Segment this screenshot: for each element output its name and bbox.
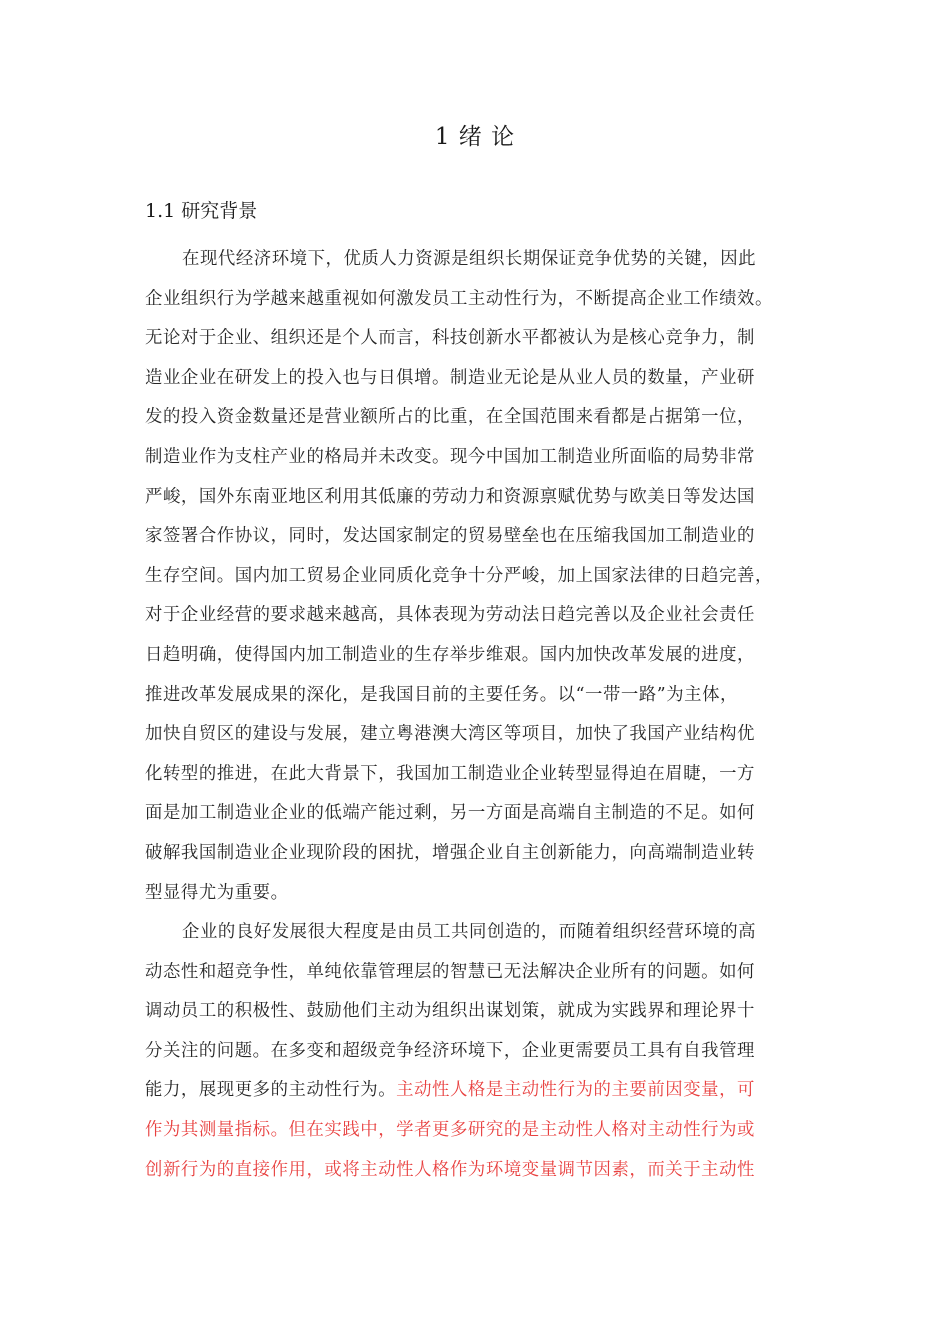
text-segment: 企业的良好发展很大程度是由员工共同创造的，而随着组织经营环境的高 bbox=[182, 922, 757, 943]
text-line bbox=[145, 880, 825, 920]
text-line bbox=[145, 959, 825, 999]
text-segment: 制造业作为支柱产业的格局并未改变。现今中国加工制造业所面临的局势非常 bbox=[145, 446, 755, 467]
text-segment: 无论对于企业、组织还是个人而言，科技创新水平都被认为是核心竞争力，制 bbox=[145, 328, 755, 349]
text-segment: 造业企业在研发上的投入也与日俱增。制造业无论是从业人员的数量，产业研 bbox=[145, 367, 755, 388]
text-line bbox=[145, 1117, 825, 1157]
text-line bbox=[145, 523, 825, 563]
text-line bbox=[145, 919, 825, 959]
text-segment: 企业组织行为学越来越重视如何激发员工主动性行为，不断提高企业工作绩效。 bbox=[145, 288, 773, 309]
text-segment: 生存空间。国内加工贸易企业同质化竞争十分严峻，加上国家法律的日趋完善， bbox=[145, 565, 773, 586]
text-line bbox=[145, 761, 825, 801]
text-segment: 对于企业经营的要求越来越高，具体表现为劳动法日趋完善以及企业社会责任 bbox=[145, 605, 755, 626]
text-segment: 能力，展现更多的主动性行为。 bbox=[145, 1080, 397, 1101]
highlighted-text: 作为其测量指标。但在实践中，学者更多研究的是主动性人格对主动性行为或 bbox=[145, 1120, 755, 1141]
text-segment: 发的投入资金数量还是营业额所占的比重，在全国范围来看都是占据第一位， bbox=[145, 407, 755, 428]
text-line bbox=[145, 1157, 825, 1197]
text-line bbox=[145, 1038, 825, 1078]
text-line bbox=[145, 365, 825, 405]
text-line bbox=[145, 1077, 825, 1117]
text-line bbox=[145, 840, 825, 880]
text-line bbox=[145, 404, 825, 444]
text-line bbox=[145, 444, 825, 484]
text-line bbox=[145, 246, 825, 286]
text-segment: 调动员工的积极性、鼓励他们主动为组织出谋划策，就成为实践界和理论界十 bbox=[145, 1001, 755, 1022]
section-title: 1.1 研究背景 bbox=[145, 200, 258, 222]
text-line bbox=[145, 325, 825, 365]
text-line bbox=[145, 563, 825, 603]
text-segment: 在现代经济环境下，优质人力资源是组织长期保证竞争优势的关键，因此 bbox=[182, 249, 757, 269]
text-line bbox=[145, 998, 825, 1038]
text-line bbox=[145, 642, 825, 682]
text-segment: 推进改革发展成果的深化，是我国目前的主要任务。以“一带一路”为主体， bbox=[145, 684, 738, 705]
text-segment: 化转型的推进，在此大背景下，我国加工制造业企业转型显得迫在眉睫，一方 bbox=[145, 763, 755, 784]
text-line bbox=[145, 286, 825, 326]
text-segment: 家签署合作协议，同时，发达国家制定的贸易壁垒也在压缩我国加工制造业的 bbox=[145, 526, 755, 547]
text-segment: 破解我国制造业企业现阶段的困扰，增强企业自主创新能力，向高端制造业转 bbox=[145, 842, 755, 863]
text-segment: 加快自贸区的建设与发展，建立粤港澳大湾区等项目，加快了我国产业结构优 bbox=[145, 724, 755, 745]
text-segment: 分关注的问题。在多变和超级竞争经济环境下，企业更需要员工具有自我管理 bbox=[145, 1040, 755, 1061]
body-text bbox=[145, 246, 825, 1196]
text-line bbox=[145, 602, 825, 642]
text-segment: 面是加工制造业企业的低端产能过剩，另一方面是高端自主制造的不足。如何 bbox=[145, 803, 755, 824]
text-segment: 动态性和超竞争性，单纯依靠管理层的智慧已无法解决企业所有的问题。如何 bbox=[145, 961, 755, 982]
text-segment: 严峻，国外东南亚地区利用其低廉的劳动力和资源禀赋优势与欧美日等发达国 bbox=[145, 486, 755, 507]
text-line bbox=[145, 721, 825, 761]
text-segment: 日趋明确，使得国内加工制造业的生存举步维艰。国内加快改革发展的进度， bbox=[145, 644, 755, 665]
highlighted-text: 主动性人格是主动性行为的主要前因变量，可 bbox=[396, 1080, 755, 1101]
text-line bbox=[145, 484, 825, 524]
chapter-title: 1 绪 论 bbox=[434, 124, 516, 150]
text-line bbox=[145, 800, 825, 840]
highlighted-text: 创新行为的直接作用，或将主动性人格作为环境变量调节因素，而关于主动性 bbox=[145, 1159, 755, 1180]
text-segment: 型显得尤为重要。 bbox=[145, 882, 289, 903]
text-line bbox=[145, 682, 825, 722]
